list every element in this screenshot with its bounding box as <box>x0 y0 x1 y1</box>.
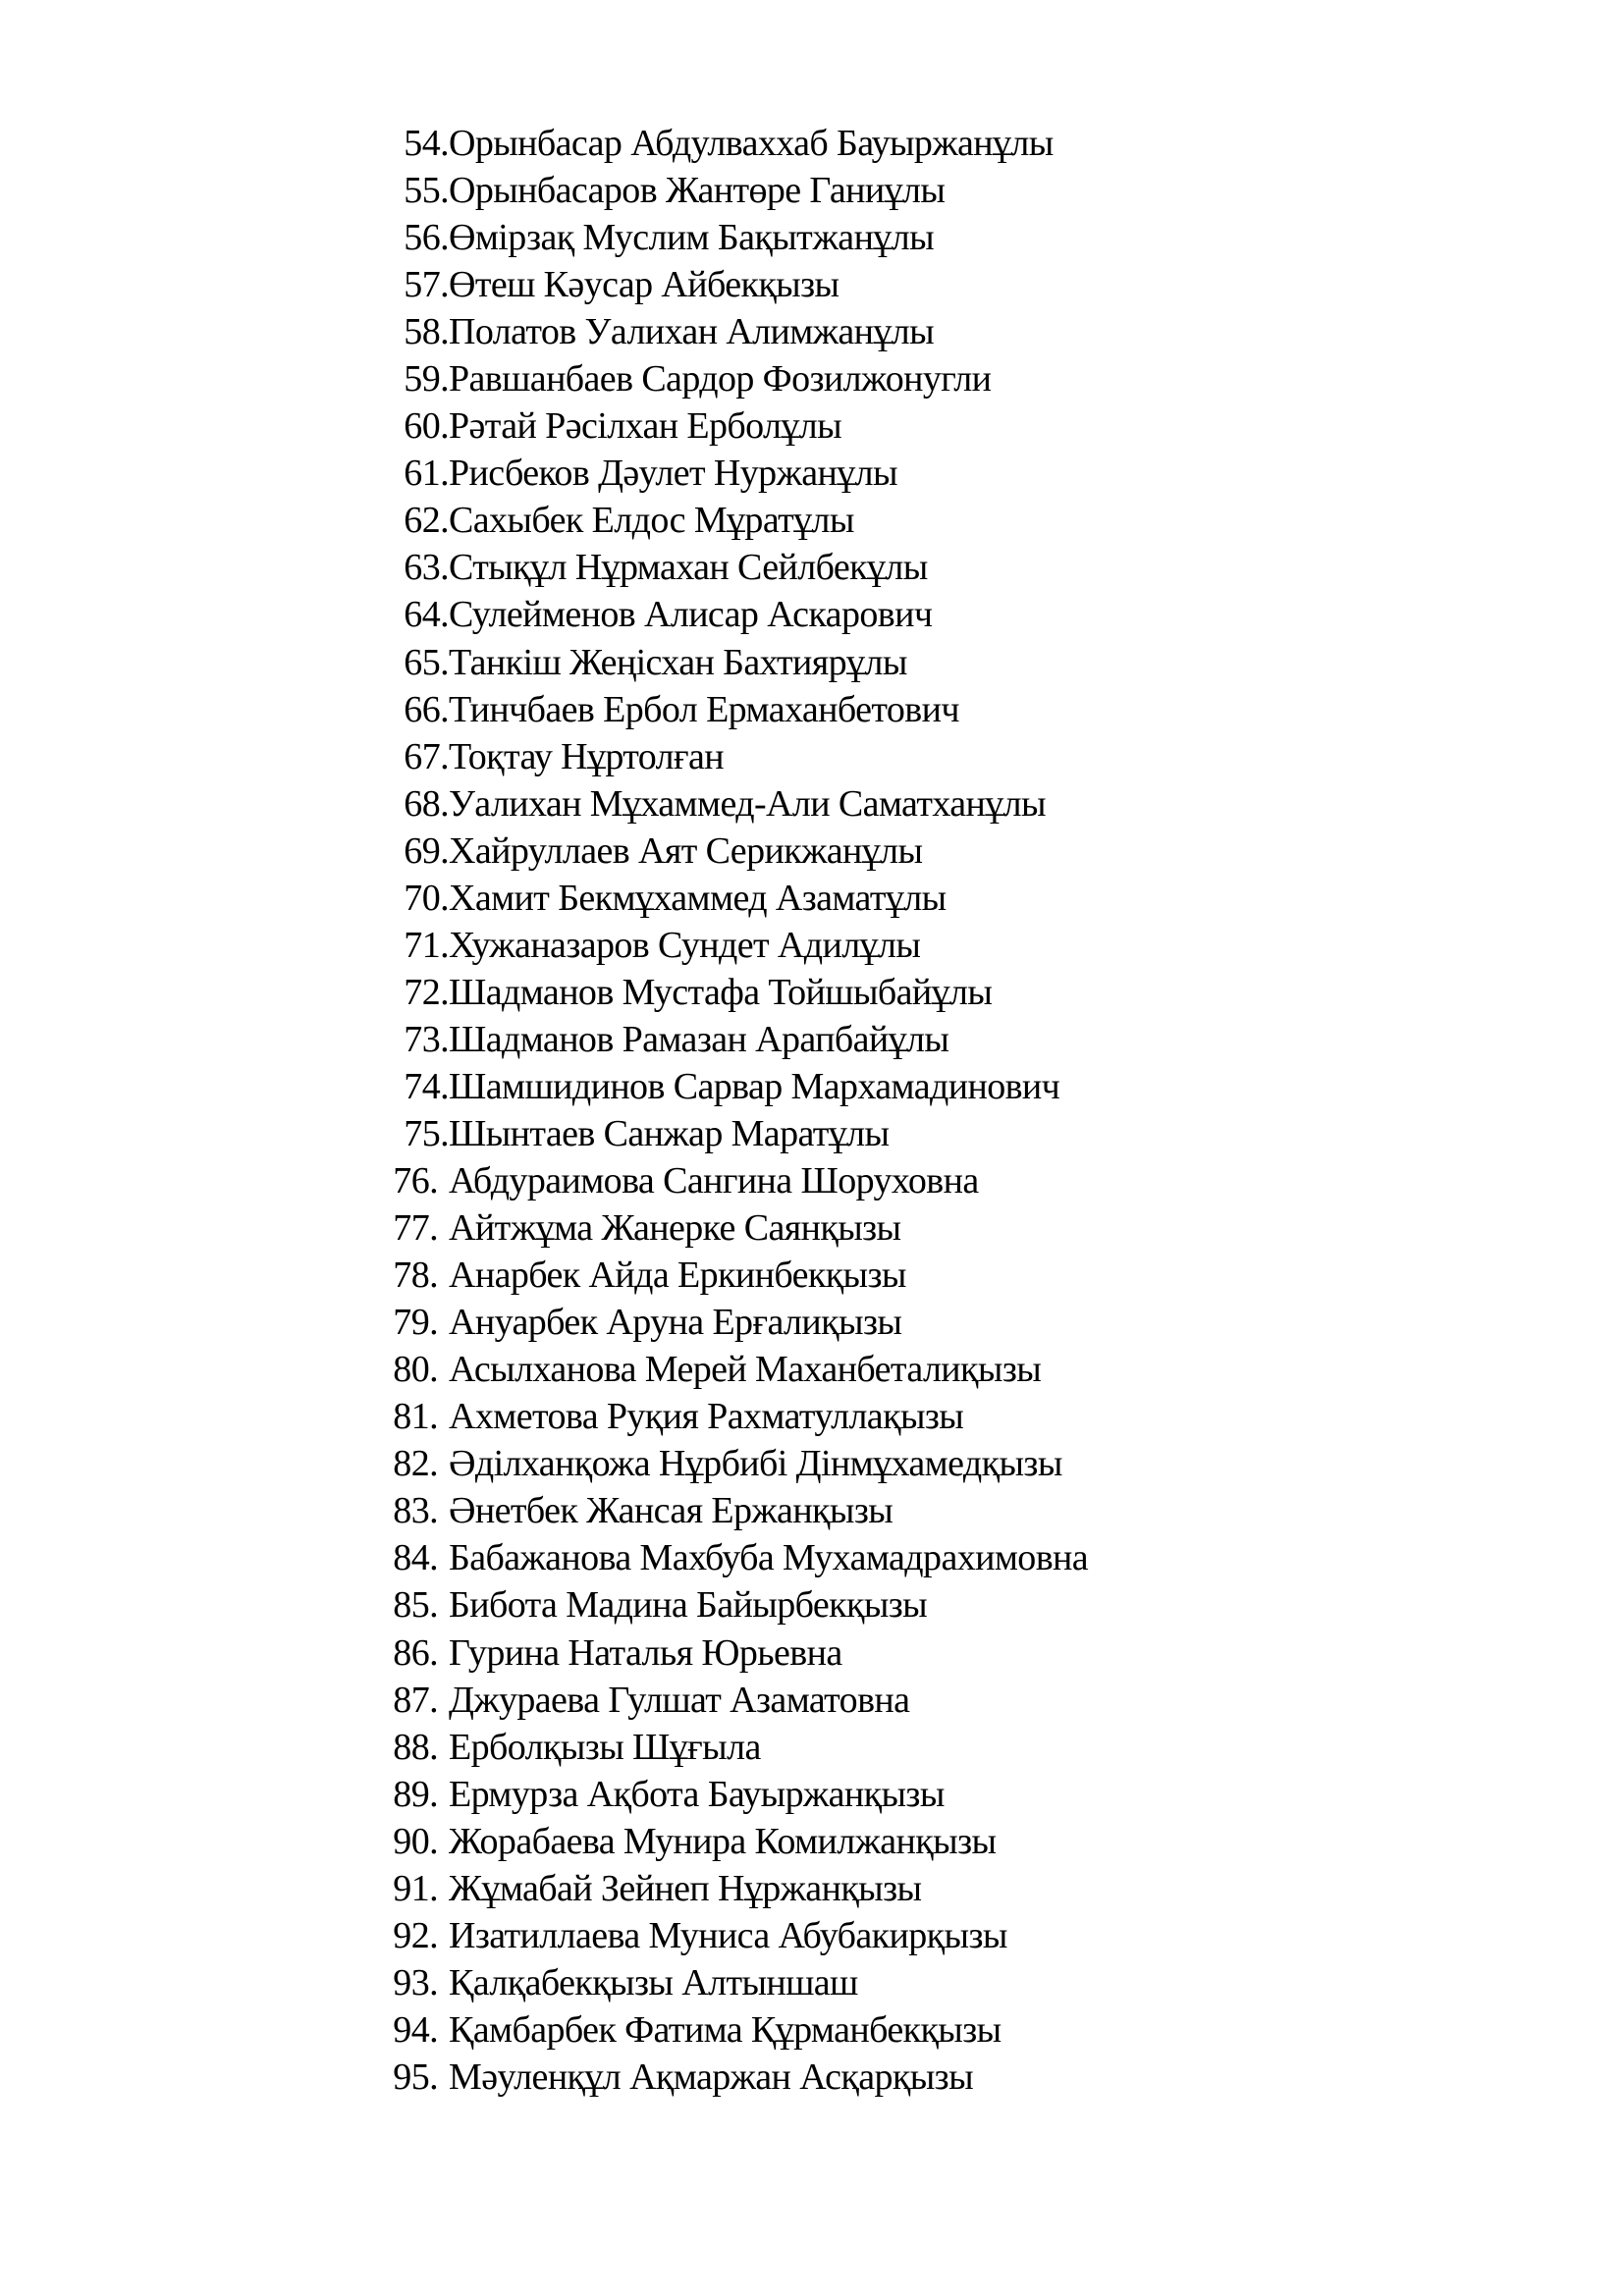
item-name: Джураева Гулшат Азаматовна <box>449 1679 910 1721</box>
item-number: 67. <box>404 735 449 777</box>
list-item <box>0 308 1624 355</box>
item-number: 57. <box>404 264 449 306</box>
list-item <box>0 167 1624 214</box>
item-number: 88. <box>393 1726 438 1768</box>
list-item <box>0 544 1624 591</box>
list-item <box>0 780 1624 828</box>
list-item <box>0 214 1624 261</box>
item-number: 91. <box>393 1867 438 1909</box>
list-item <box>0 1346 1624 1393</box>
item-name: Хамит Бекмұхаммед Азаматұлы <box>449 877 947 919</box>
list-item <box>0 1818 1624 1865</box>
item-number: 70. <box>404 877 449 919</box>
list-item <box>0 450 1624 497</box>
item-name: Бибота Мадина Байырбекқызы <box>449 1584 928 1627</box>
item-number: 60. <box>404 405 449 448</box>
item-number: 92. <box>393 1914 438 1956</box>
item-name: Ануарбек Аруна Ерғалиқызы <box>449 1302 902 1344</box>
item-number: 90. <box>393 1820 438 1862</box>
item-name: Әнетбек Жансая Ержанқызы <box>449 1490 893 1532</box>
list-item <box>0 2006 1624 2054</box>
list-item <box>0 1865 1624 1912</box>
item-number: 94. <box>393 2008 438 2051</box>
item-name: Ерболқызы Шұғыла <box>449 1726 761 1768</box>
item-name: Орынбасар Абдулваххаб Бауыржанұлы <box>449 123 1054 164</box>
item-number: 64. <box>404 594 449 636</box>
list-item <box>0 828 1624 875</box>
item-number: 87. <box>393 1679 438 1721</box>
item-name: Шамшидинов Сарвар Мархамадинович <box>449 1065 1060 1107</box>
list-item <box>0 1487 1624 1534</box>
list-item <box>0 639 1624 686</box>
item-number: 71. <box>404 924 449 966</box>
item-number: 76. <box>393 1160 438 1202</box>
item-number: 85. <box>393 1584 438 1627</box>
list-item <box>0 1393 1624 1440</box>
item-name: Танкіш Жеңісхан Бахтиярұлы <box>449 641 907 683</box>
item-name: Сахыбек Елдос Мұратұлы <box>449 500 854 542</box>
item-number: 68. <box>404 782 449 825</box>
item-number: 80. <box>393 1349 438 1391</box>
item-name: Қамбарбек Фатима Құрманбекқызы <box>449 2008 1001 2051</box>
list-item <box>0 261 1624 308</box>
item-name: Полатов Уалихан Алимжанұлы <box>449 311 935 353</box>
item-name: Хужаназаров Сундет Адилұлы <box>449 924 921 966</box>
item-name: Өмірзақ Муслим Бақытжанұлы <box>449 217 935 259</box>
item-number: 59. <box>404 358 449 400</box>
item-name: Бабажанова Махбуба Мухамадрахимовна <box>449 1537 1089 1579</box>
item-name: Өтеш Кәусар Айбекқызы <box>449 264 839 306</box>
list-item <box>0 1204 1624 1252</box>
item-number: 54. <box>404 123 449 164</box>
list-item <box>0 402 1624 450</box>
list-item <box>0 355 1624 402</box>
list-item <box>0 1157 1624 1204</box>
list-item <box>0 1581 1624 1629</box>
item-name: Қалқабекқызы Алтыншаш <box>449 1961 858 2003</box>
item-number: 66. <box>404 688 449 730</box>
list-item <box>0 1016 1624 1063</box>
list-item <box>0 120 1624 167</box>
item-number: 83. <box>393 1490 438 1532</box>
item-number: 63. <box>404 547 449 589</box>
item-name: Тинчбаев Ербол Ермаханбетович <box>449 688 959 730</box>
item-name: Рәтай Рәсілхан Ерболұлы <box>449 405 842 448</box>
item-name: Стықұл Нұрмахан Сейлбекұлы <box>449 547 928 589</box>
item-name: Шадманов Рамазан Арапбайұлы <box>449 1018 949 1060</box>
list-item <box>0 1299 1624 1346</box>
list-item <box>0 1629 1624 1677</box>
item-name: Шынтаев Санжар Маратұлы <box>449 1112 890 1154</box>
item-name: Орынбасаров Жантөре Ганиұлы <box>449 170 946 212</box>
list-item <box>0 1677 1624 1724</box>
name-list <box>0 120 1624 2101</box>
item-number: 79. <box>393 1302 438 1344</box>
list-item <box>0 1959 1624 2006</box>
item-number: 55. <box>404 170 449 212</box>
item-name: Сулейменов Алисар Аскарович <box>449 594 933 636</box>
list-item <box>0 1912 1624 1959</box>
list-item <box>0 875 1624 922</box>
item-name: Изатиллаева Муниса Абубакирқызы <box>449 1914 1007 1956</box>
item-number: 58. <box>404 311 449 353</box>
item-number: 73. <box>404 1018 449 1060</box>
item-name: Абдураимова Сангина Шоруховна <box>449 1160 979 1202</box>
item-name: Мәуленқұл Ақмаржан Асқарқызы <box>449 2056 974 2098</box>
list-item <box>0 1534 1624 1581</box>
item-name: Равшанбаев Сардор Фозилжонугли <box>449 358 992 400</box>
list-item <box>0 591 1624 638</box>
item-name: Жұмабай Зейнеп Нұржанқызы <box>449 1867 922 1909</box>
item-name: Рисбеков Дәулет Нуржанұлы <box>449 453 897 495</box>
item-number: 95. <box>393 2056 438 2098</box>
item-number: 62. <box>404 500 449 542</box>
item-number: 74. <box>404 1065 449 1107</box>
item-name: Айтжұма Жанерке Саянқызы <box>449 1207 901 1250</box>
list-item <box>0 1063 1624 1110</box>
list-item <box>0 497 1624 544</box>
list-item <box>0 969 1624 1016</box>
item-name: Уалихан Мұхаммед-Али Саматханұлы <box>449 782 1046 825</box>
item-name: Гурина Наталья Юрьевна <box>449 1631 842 1674</box>
list-item <box>0 1440 1624 1487</box>
item-number: 65. <box>404 641 449 683</box>
item-number: 78. <box>393 1255 438 1297</box>
item-number: 72. <box>404 971 449 1013</box>
item-name: Хайруллаев Аят Серикжанұлы <box>449 829 923 872</box>
item-number: 89. <box>393 1773 438 1815</box>
item-name: Ахметова Руқия Рахматуллақызы <box>449 1396 964 1438</box>
item-number: 56. <box>404 217 449 259</box>
item-number: 93. <box>393 1961 438 2003</box>
list-item <box>0 733 1624 780</box>
item-number: 81. <box>393 1396 438 1438</box>
item-name: Әділханқожа Нұрбибі Дінмұхамедқызы <box>449 1443 1062 1485</box>
item-name: Шадманов Мустафа Тойшыбайұлы <box>449 971 993 1013</box>
item-name: Тоқтау Нұртолған <box>449 735 725 777</box>
item-number: 75. <box>404 1112 449 1154</box>
list-item <box>0 922 1624 969</box>
list-item <box>0 1724 1624 1771</box>
list-item <box>0 686 1624 733</box>
list-item <box>0 1110 1624 1157</box>
item-number: 61. <box>404 453 449 495</box>
list-item <box>0 1252 1624 1299</box>
item-number: 82. <box>393 1443 438 1485</box>
item-number: 86. <box>393 1631 438 1674</box>
item-number: 84. <box>393 1537 438 1579</box>
item-number: 69. <box>404 829 449 872</box>
item-name: Анарбек Айда Еркинбекқызы <box>449 1255 906 1297</box>
item-name: Жорабаева Мунира Комилжанқызы <box>449 1820 997 1862</box>
item-name: Ермурза Ақбота Бауыржанқызы <box>449 1773 945 1815</box>
item-number: 77. <box>393 1207 438 1250</box>
list-item <box>0 2054 1624 2101</box>
list-item <box>0 1771 1624 1818</box>
item-name: Асылханова Мерей Маханбеталиқызы <box>449 1349 1042 1391</box>
